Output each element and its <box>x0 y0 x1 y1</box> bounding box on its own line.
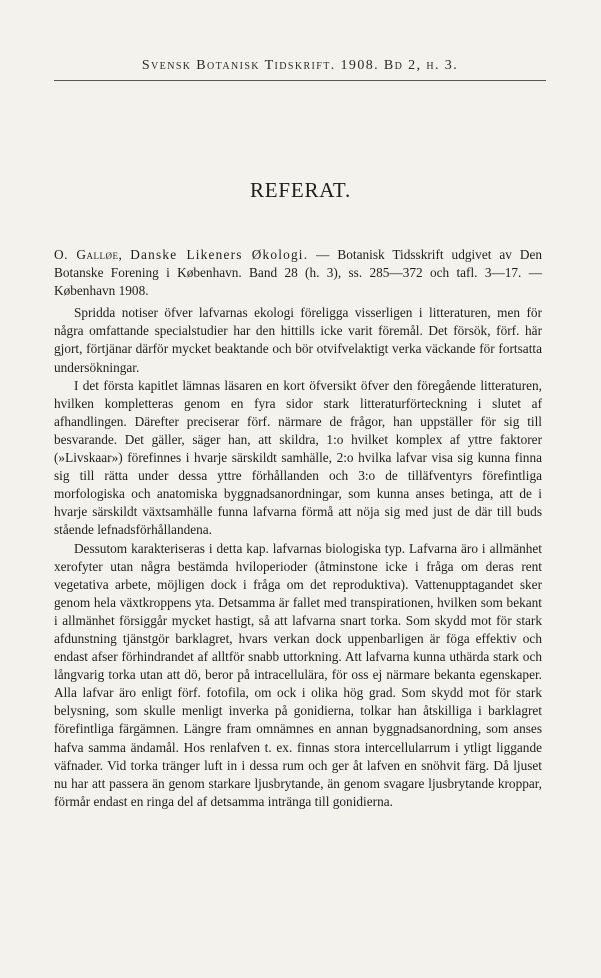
citation-details: — Botanisk Tidsskrift udgivet av Den Botanske Forening i København. Band 28 (h. 3), ss. 285—372 och tafl. 3—17. — København 1908. <box>54 247 543 299</box>
section-title: REFERAT. <box>249 178 352 202</box>
citation-work-title: Danske Likeners Økologi. <box>130 247 309 262</box>
citation-author: O. Galløe, <box>54 247 123 262</box>
header-rule <box>54 80 546 81</box>
paragraph: Dessutom karakteriseras i detta kap. lafvarnas biologiska typ. Lafvarna äro i allmänhet xerofyter utan några bestämda hviloperioder (åtminstone icke i fråga om deras rent vegetativa arbete, möjligen dock i fråga om det reproduktiva). Vattenupptagandet sker genom hela växtkroppens yta. Detsamma är fallet med transpirationen, hvilken som bekant i allmänhet försiggår mycket hastigt, så att lafvarna snart torka. Som skydd mot för stark afdunstning tjänstgör barklagret, hvars verkan dock uppenbarligen är föga effektiv och endast afser förhindrandet af alltför snabb uttorkning. Att lafvarna kunna uthärda stark och långvarig torka utan att dö, beror på intracellulära, för oss ej närmare bekanta egenskaper. Alla lafvar äro enligt förf. fotofila, om ock i olika hög grad. Som skydd mot för stark belysning, som skulle menligt inverka på gonidierna, tolkar han åtskilliga i barklagret förefintliga färgämnen. Längre fram omnämnes en annan byggnadsanordning, som anses hafva samma ändamål. Hos renlafven t. ex. finnas stora intercellularrum i ytligt liggande väfnader. Vid torka tränger luft in i dessa rum och ger åt lafven en snöhvit färg. Då ljuset nu har att passera än genom starkare ljusbrytande, än genom svagare ljusbrytande kroppar, förmår endast en ringa del af detsamma intränga till gonidierna. <box>54 540 542 809</box>
article-body <box>54 246 542 811</box>
citation <box>54 246 542 300</box>
paragraph: I det första kapitlet lämnas läsaren en kort öfversikt öfver den föregående litteraturen, hvilken kompletteras genom en fyra sidor stark litteraturförteckning i slutet af afhandlingen. Därefter preciserar förf. närmare de frågor, han uppställer för sig till besvarande. Det gäller, säger han, att skildra, 1:o hvilket komplex af yttre faktorer (»Livskaar») förefinnes i hvarje särskildt samhälle, 2:o hvilka lafvar visa sig kunna finna sig till rätta under dessa yttre förhållanden och 3:o de tilläfventyrs förefintliga morfologiska och anatomiska byggnadsanordningar, som kunna anses betinga, att de i hvarje särskildt växtsamhälle funna lafvarna förmå att nöja sig med just de där till buds stående lefnadsförhållandena. <box>54 377 542 538</box>
running-head: Svensk Botanisk Tidskrift. 1908. Bd 2, h. 3. <box>141 58 459 73</box>
paragraph: Spridda notiser öfver lafvarnas ekologi föreligga visserligen i litteraturen, men för några omfattande specialstudier har den hittills icke varit föremål. Det försök, förf. här gjort, förtjänar därför mycket beaktande och bör otvifvelaktigt verka väckande för fortsatta undersökningar. <box>54 305 542 375</box>
